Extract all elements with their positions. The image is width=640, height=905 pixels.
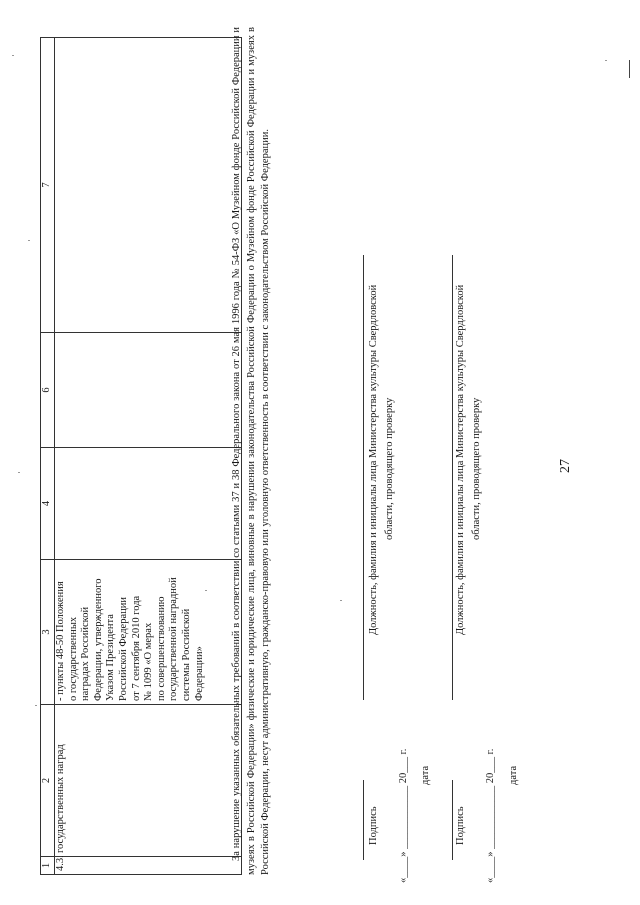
liability-text: За нарушение указанных обязательных требований в соответствии со статьями 37 и 38 Федерального закона от 26 мая 1996 года № 54-ФЗ «О Музейном фонде Российской Федерации и музеях в Российской Федерации» физические и юридические лица, виновные в нарушении законодательства Российской Федерации о Музейном фонде Российской Федерации и музеях в Российской Федерации, несут административную, гражданско-правовую или уголовную ответственность в соответствии с законодательством Российской Федерации. [231, 27, 271, 875]
table-row [55, 38, 242, 875]
requirements-table [40, 37, 242, 875]
liability-paragraph [230, 27, 274, 875]
column-header: 3 [41, 560, 55, 705]
legal-basis-cell: - пункты 48-50 Положения о государственных наградах Российской Федерации, утвержденного Указом Президента Российской Федерации от 7 сентября 2010 года № 1099 «О мерах по совершенствованию государственной наградной системы Российской Федерации» [55, 560, 242, 705]
row-number: 4.3. [55, 857, 242, 875]
table-cell-6 [55, 333, 242, 448]
signature-line [363, 780, 364, 860]
column-header: 6 [41, 333, 55, 448]
column-header: 7 [41, 38, 55, 333]
position-label-continued: области, проводящего проверку [471, 397, 482, 540]
column-header: 1 [41, 857, 55, 875]
date-label: дата [420, 765, 431, 785]
date-line: «____» ____________ 20___ г. [485, 748, 496, 883]
position-label: Должность, фамилия и инициалы лица Министерства культуры Свердловской [368, 284, 379, 635]
position-label-continued: области, проводящего проверку [384, 397, 395, 540]
scan-edge-mark [629, 60, 630, 78]
date-line: «____» ____________ 20___ г. [398, 748, 409, 883]
column-header: 4 [41, 448, 55, 560]
table-cell-4 [55, 448, 242, 560]
signature-label: Подпись [455, 806, 466, 845]
column-header: 2 [41, 705, 55, 857]
table-header-row [41, 38, 55, 875]
signature-line [452, 780, 453, 860]
position-label: Должность, фамилия и инициалы лица Министерства культуры Свердловской [455, 284, 466, 635]
position-line [452, 255, 453, 700]
page-number: 27 [558, 459, 573, 473]
date-label: дата [508, 765, 519, 785]
requirement-cell: государственных наград [55, 705, 242, 857]
signature-label: Подпись [368, 806, 379, 845]
table-cell-7 [55, 38, 242, 333]
position-line [363, 255, 364, 700]
